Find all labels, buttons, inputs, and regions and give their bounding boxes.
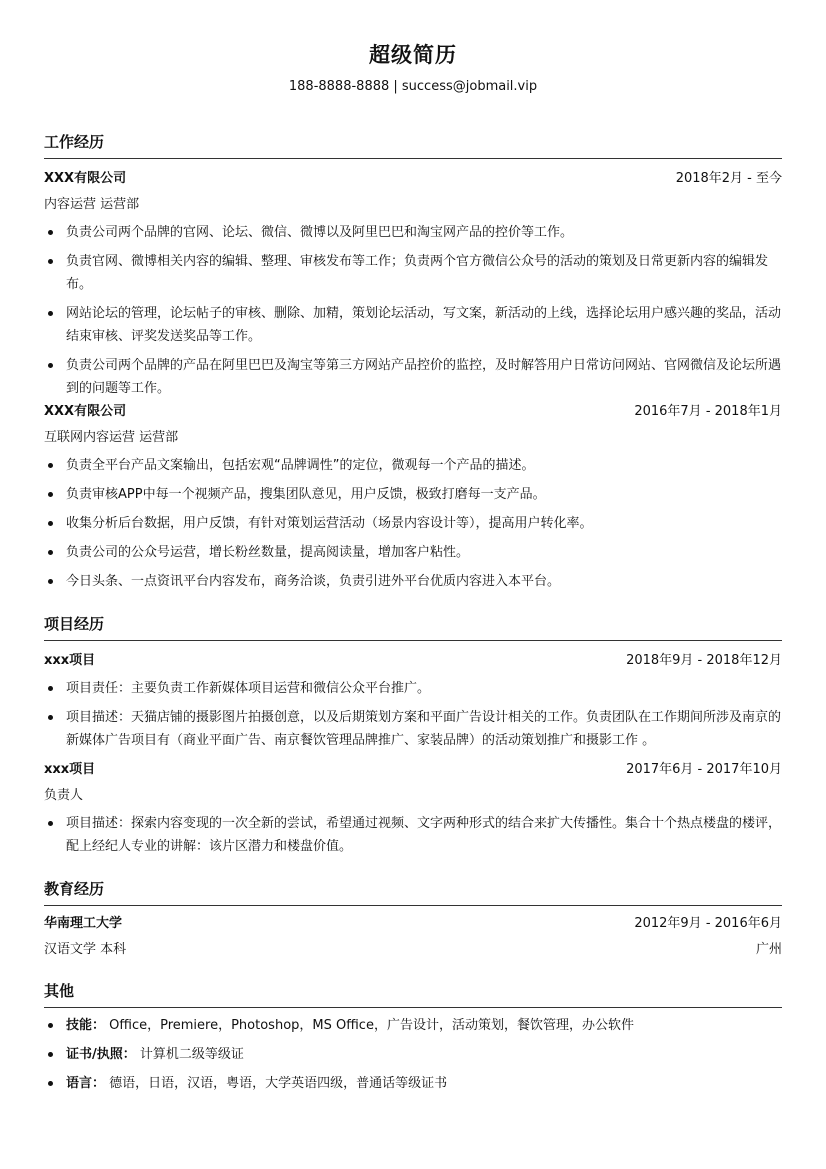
other-item-certificates: 证书/执照： 计算机二级等级证	[44, 1043, 782, 1066]
bullet-dot-icon	[48, 550, 53, 555]
resume-page	[44, 0, 782, 1091]
bullet-dot-icon	[48, 311, 53, 316]
bullet-dot-icon	[48, 715, 53, 720]
entry-period: 2017年6月 - 2017年10月	[626, 762, 782, 777]
major-degree: 汉语文学 本科	[44, 942, 127, 957]
bullet-item: 收集分析后台数据，用户反馈，有针对策划运营活动（场景内容设计等），提高用户转化率。	[44, 512, 782, 535]
candidate-name: 超级简历	[369, 43, 457, 67]
entry-role: 负责人	[44, 788, 84, 803]
project-name: xxx项目	[44, 653, 96, 668]
bullet-dot-icon	[48, 463, 53, 468]
projects-section	[44, 614, 782, 752]
bullet-dot-icon	[48, 1081, 53, 1086]
project-entry	[44, 651, 782, 752]
company-name: XXX有限公司	[44, 171, 127, 186]
bullet-dot-icon	[48, 492, 53, 497]
entry-period: 2018年9月 - 2018年12月	[626, 653, 782, 668]
bullet-dot-icon	[48, 1052, 53, 1057]
work-section	[44, 132, 782, 400]
bullet-item: 负责官网、微博相关内容的编辑、整理、审核发布等工作；负责两个官方微信公众号的活动的策划及日常更新内容的编辑发布。	[44, 250, 782, 296]
bullet-dot-icon	[48, 579, 53, 584]
bullet-dot-icon	[48, 259, 53, 264]
school-city: 广州	[755, 942, 782, 957]
school-name: 华南理工大学	[44, 916, 123, 931]
bullet-item: 项目描述：探索内容变现的一次全新的尝试，希望通过视频、文字两种形式的结合来扩大传播性。集合十个热点楼盘的楼评，配上经纪人专业的讲解：该片区潜力和楼盘价值。	[44, 812, 782, 858]
work-entry	[44, 169, 782, 400]
other-item-skills: 技能： Office，Premiere，Photoshop，MS Office，广告设计，活动策划，餐饮管理，办公软件	[44, 1014, 782, 1037]
bullet-item: 负责公司两个品牌的产品在阿里巴巴及淘宝等第三方网站产品控价的监控，及时解答用户日常访问网站、官网微信及论坛所遇到的问题等工作。	[44, 354, 782, 400]
bullet-item: 项目责任：主要负责工作新媒体项目运营和微信公众平台推广。	[44, 677, 782, 700]
project-entry	[44, 760, 782, 858]
company-name: XXX有限公司	[44, 404, 127, 419]
bullet-item: 负责审核APP中每一个视频产品，搜集团队意见，用户反馈，极致打磨每一支产品。	[44, 483, 782, 506]
bullet-item: 网站论坛的管理，论坛帖子的审核、删除、加精，策划论坛活动，写文案，新活动的上线，选择论坛用户感兴趣的奖品，活动结束审核、评奖发送奖品等工作。	[44, 302, 782, 348]
education-entry	[44, 914, 782, 960]
education-section	[44, 879, 782, 960]
bullet-item: 负责全平台产品文案输出，包括宏观“品牌调性”的定位，微观每一个产品的描述。	[44, 454, 782, 477]
contact-line: 188-8888-8888 | success@jobmail.vip	[288, 79, 538, 94]
project-name: xxx项目	[44, 762, 96, 777]
work-entry	[44, 402, 782, 593]
section-title-projects: 项目经历	[44, 614, 782, 641]
entry-role: 互联网内容运营 运营部	[44, 430, 179, 445]
section-title-work: 工作经历	[44, 132, 782, 159]
bullet-dot-icon	[48, 363, 53, 368]
bullet-dot-icon	[48, 521, 53, 526]
bullet-item: 项目描述：天猫店铺的摄影图片拍摄创意，以及后期策划方案和平面广告设计相关的工作。负责团队在工作期间所涉及南京的新媒体广告项目有（商业平面广告、南京餐饮管理品牌推广、家装品牌）的活动策划推广和摄影工作 。	[44, 706, 782, 752]
entry-period: 2012年9月 - 2016年6月	[634, 916, 782, 931]
bullet-item: 负责公司的公众号运营，增长粉丝数量，提高阅读量，增加客户粘性。	[44, 541, 782, 564]
entry-role: 内容运营 运营部	[44, 197, 140, 212]
other-section	[44, 981, 782, 1095]
bullet-item: 负责公司两个品牌的官网、论坛、微信、微博以及阿里巴巴和淘宝网产品的控价等工作。	[44, 221, 782, 244]
bullet-dot-icon	[48, 1023, 53, 1028]
bullet-dot-icon	[48, 821, 53, 826]
bullet-dot-icon	[48, 686, 53, 691]
other-item-languages: 语言： 德语，日语，汉语，粤语，大学英语四级，普通话等级证书	[44, 1072, 782, 1095]
section-title-education: 教育经历	[44, 879, 782, 906]
entry-period: 2018年2月 - 至今	[675, 171, 782, 186]
bullet-item: 今日头条、一点资讯平台内容发布，商务洽谈，负责引进外平台优质内容进入本平台。	[44, 570, 782, 593]
bullet-dot-icon	[48, 230, 53, 235]
section-title-other: 其他	[44, 981, 782, 1008]
entry-period: 2016年7月 - 2018年1月	[634, 404, 782, 419]
